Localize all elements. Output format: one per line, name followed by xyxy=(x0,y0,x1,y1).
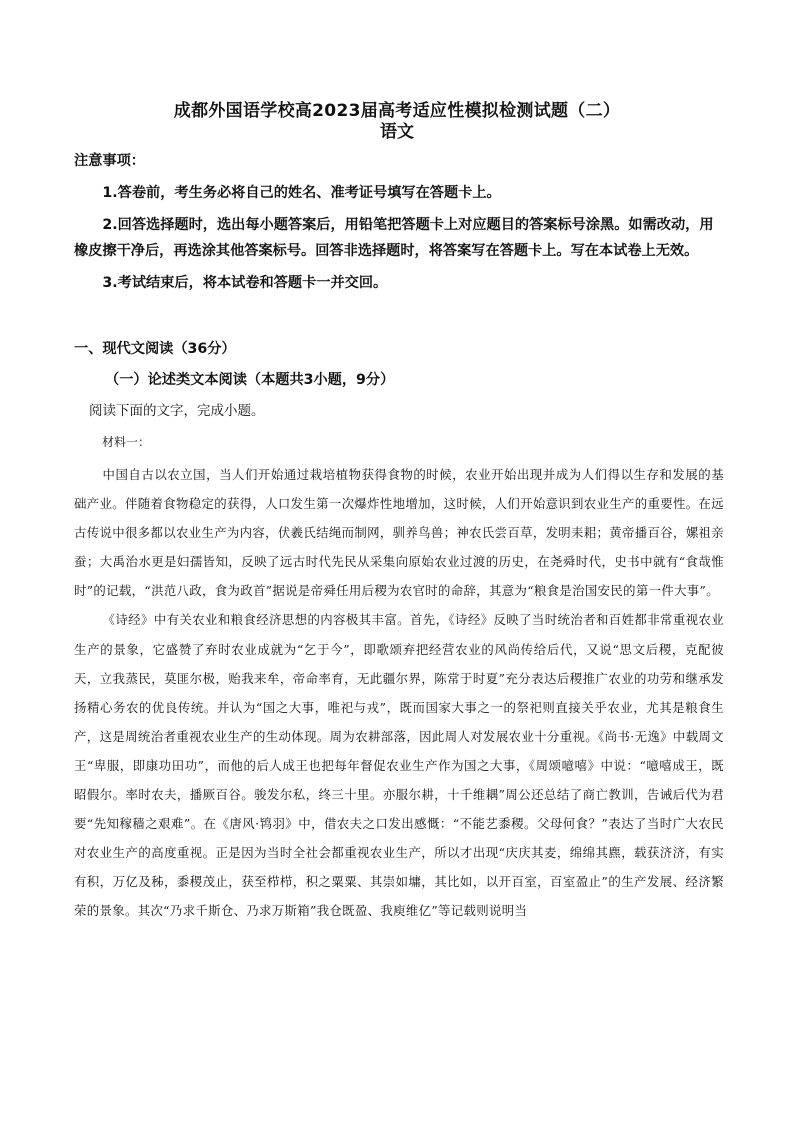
paragraph: 中国自古以农立国，当人们开始通过栽培植物获得食物的时候，农业开始出现并成为人们得以生存和发展的基础产业。伴随着食物稳定的获得，人口发生第一次爆炸性地增加，这时候，人们开始意识到农业生产的重要性。在远古传说中很多都以农业生产为内容，伏羲氏结绳而制网，驯养鸟兽；神农氏尝百草，发明耒耜；黄帝播百谷，嫘祖亲蚕；大禹治水更是妇孺皆知，反映了远古时代先民从采集向原始农业过渡的历史，在尧舜时代，史书中就有“食哉惟时”的记载，“洪范八政，食为政首”据说是帝舜任用后稷为农官时的命辞，其意为“粮食是治国安民的第一件大事”。 xyxy=(74,467,724,599)
reading-instruction: 阅读下面的文字，完成小题。 xyxy=(89,403,265,419)
subsection-heading: （一）论述类文本阅读（本题共3小题，9分） xyxy=(105,372,395,388)
subject-title: 语文 xyxy=(380,122,414,142)
section-heading: 一、现代文阅读（36分） xyxy=(74,341,236,357)
material-text xyxy=(74,460,724,926)
exam-title: 成都外国语学校高2023届高考适应性模拟检测试题（二） xyxy=(173,101,621,121)
notes-item: 1.答卷前，考生务必将自己的姓名、准考证号填写在答题卡上。 xyxy=(102,185,501,201)
notes-item: 3.考试结束后，将本试卷和答题卡一并交回。 xyxy=(102,275,388,291)
notes-heading: 注意事项： xyxy=(74,153,145,169)
material-label: 材料一： xyxy=(102,435,151,449)
paragraph: 《诗经》中有关农业和粮食经济思想的内容极其丰富。首先，《诗经》反映了当时统治者和百姓都非常重视农业生产的景象，它盛赞了弃时农业成就为“乞于今”，即歌颂弃把经营农业的风尚传给后代，又说“思文后稷，克配彼天，立我蒸民，莫匪尔极，贻我来牟，帝命率育，无此疆尔界，陈常于时夏”充分表达后稷推广农业的功劳和继承发扬精心务农的优良传统。并认为“国之大事，唯祀与戎”，既而国家大事之一的祭祀则直接关乎农业，尤其是粮食生产，这是周统治者重视农业生产的生动体现。周为农耕部落，因此周人对发展农业十分重视。《尚书·无逸》中载周文王“卑服，即康功田功”，而他的后人成王也把每年督促农业生产作为国之大事，《周颂噫嘻》中说：“噫嘻成王，既昭假尔。率时农夫，播厥百谷。骏发尔私，终三十里。亦服尔耕，十千维耦”周公还总结了商亡教训，告诫后代为君要“先知稼穑之艰难”。在《唐风·鸨羽》中，借农夫之口发出感慨：“不能艺黍稷。父母何食？”表达了当时广大农民对农业生产的高度重视。正是因为当时全社会都重视农业生产，所以才出现“庆庆其麦，绵绵其麃，载获济济，有实有积，万亿及秭，黍稷茂止，获至栉栉，积之粟粟、其崇如墉，其比如，以开百室，百室盈止”的生产发展、经济繁荣的景象。其次“乃求千斯仓、乃求万斯箱”我仓既盈、我庾维亿”等记载则说明当 xyxy=(74,612,724,919)
notes-item: 2.回答选择题时，选出每小题答案后，用铅笔把答题卡上对应题目的答案标号涂黑。如需改动，用橡皮擦干净后，再选涂其他答案标号。回答非选择题时，将答案写在答题卡上。写在本试卷上无效。 xyxy=(74,217,714,259)
exam-notes xyxy=(74,148,722,296)
